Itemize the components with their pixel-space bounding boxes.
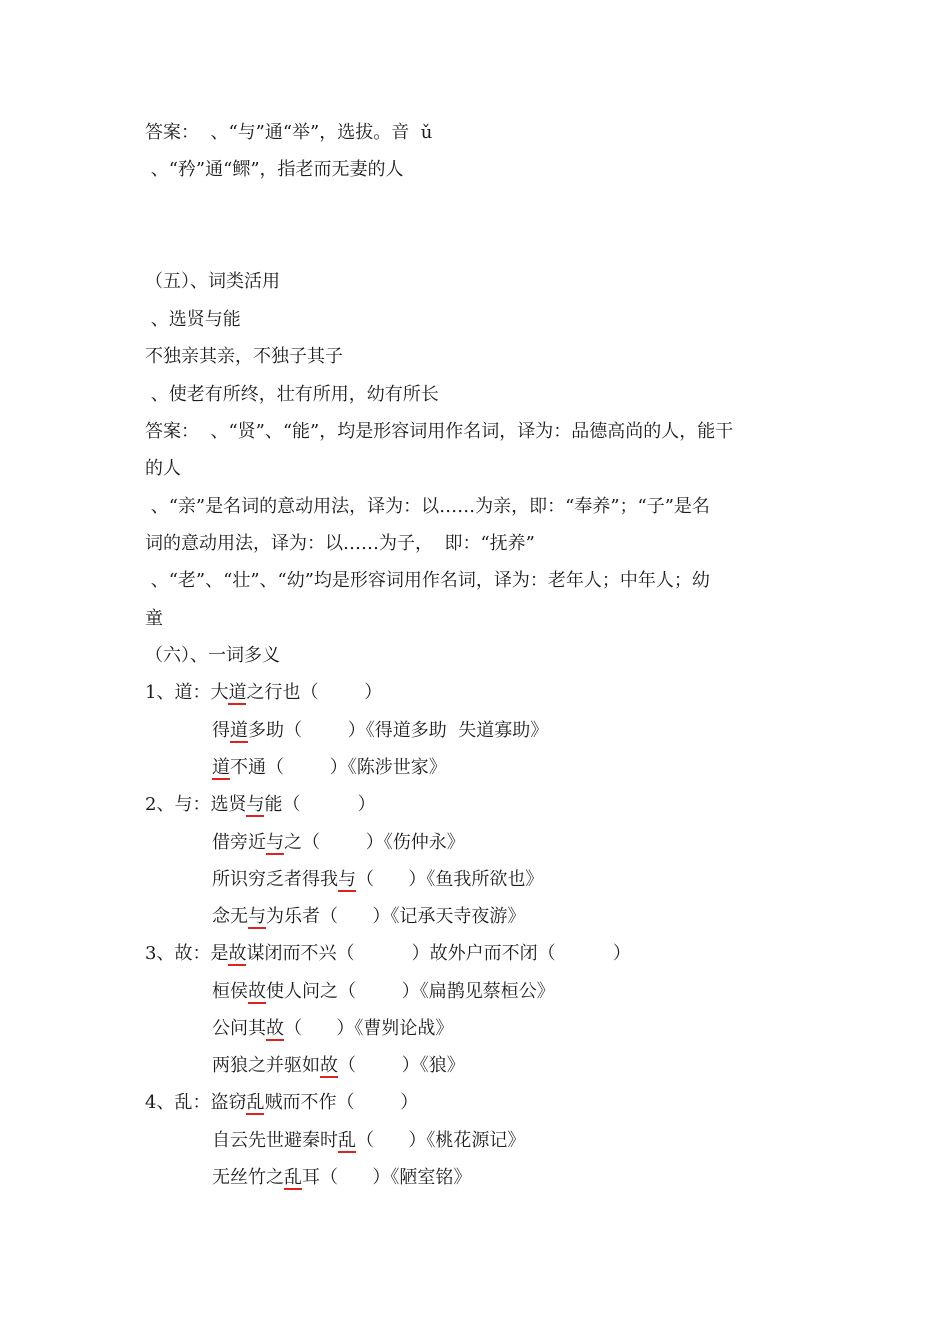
word-gu-row-1 <box>145 942 631 966</box>
section5-answer-a-cont: 的人 <box>145 458 181 479</box>
example-post: 耳（ ）《陋室铭》 <box>302 1167 472 1188</box>
target-word: 故 <box>248 981 266 1002</box>
target-word: 道 <box>228 682 247 703</box>
example-post: 不通（ ）《陈涉世家》 <box>230 757 447 778</box>
example-post: 谋闭而不兴（ ）故外户而不闭（ ） <box>246 943 631 964</box>
target-word: 故 <box>266 1018 284 1039</box>
word-luan-row-2 <box>212 1129 525 1153</box>
word-dao-row-1 <box>145 681 382 705</box>
section-title-yiciduoyi: （六）、一词多义 <box>145 645 280 666</box>
example-pre: 自云先世避秦时 <box>212 1130 338 1151</box>
answer-line-tongjia-1: 答案： 、“与”通“举”，选拔。音 ǔ <box>145 122 433 143</box>
section5-answer-a: 答案： 、“贤”、“能”，均是形容词用作名词，译为：品德高尚的人，能干 <box>145 421 734 442</box>
target-word: 乱 <box>246 1092 265 1113</box>
example-post: （ ）《鱼我所欲也》 <box>356 869 544 890</box>
word-dao-row-3 <box>212 756 447 780</box>
target-word: 与 <box>266 832 284 853</box>
section5-item-3: 、使老有所终，壮有所用，幼有所长 <box>145 384 439 405</box>
example-post: 之行也（ ） <box>246 682 383 703</box>
example-pre: 念无 <box>212 906 248 927</box>
word-yu-row-1 <box>145 793 376 817</box>
example-post: 能（ ） <box>264 794 376 815</box>
example-pre: 是 <box>210 943 229 964</box>
word-gu-row-2 <box>212 980 555 1004</box>
target-word: 乱 <box>338 1130 356 1151</box>
target-word: 与 <box>248 906 266 927</box>
example-pre: 所识穷乏者得我 <box>212 869 338 890</box>
target-word: 故 <box>320 1055 338 1076</box>
example-pre: 得 <box>212 720 230 741</box>
example-post: 使人问之（ ）《扁鹊见蔡桓公》 <box>266 981 555 1002</box>
word-head-yu: 2、与： <box>145 794 211 815</box>
section5-item-2: 不独亲其亲，不独子其子 <box>145 346 343 367</box>
word-gu-row-3 <box>212 1017 453 1041</box>
example-post: （ ）《曹刿论战》 <box>284 1018 454 1039</box>
target-word: 与 <box>338 869 356 890</box>
word-yu-row-2 <box>212 831 465 855</box>
example-post: 贼而不作（ ） <box>264 1092 419 1113</box>
target-word: 道 <box>230 720 248 741</box>
word-head-luan: 4、乱： <box>145 1092 211 1113</box>
target-word: 与 <box>246 794 265 815</box>
example-pre: 借旁近 <box>212 832 266 853</box>
word-gu-row-4 <box>212 1054 465 1078</box>
answer-line-tongjia-2: 、“矜”通“鳏”，指老而无妻的人 <box>145 159 404 180</box>
section-title-cilei: （五）、词类活用 <box>145 271 280 292</box>
section5-answer-b: 、“亲”是名词的意动用法，译为：以……为亲，即：“奉养”；“子”是名 <box>145 496 710 517</box>
example-post: （ ）《狼》 <box>338 1055 465 1076</box>
word-dao-row-2 <box>212 719 548 743</box>
example-pre: 桓侯 <box>212 981 248 1002</box>
example-pre: 盗窃 <box>210 1092 247 1113</box>
section5-answer-c: 、“老”、“壮”、“幼”均是形容词用作名词，译为：老年人；中年人；幼 <box>145 570 710 591</box>
example-pre: 两狼之并驱如 <box>212 1055 320 1076</box>
word-yu-row-4 <box>212 905 525 929</box>
section5-answer-c-cont: 童 <box>145 608 163 629</box>
example-post: 之（ ）《伤仲永》 <box>284 832 465 853</box>
target-word: 故 <box>228 943 247 964</box>
example-pre: 无丝竹之 <box>212 1167 284 1188</box>
word-yu-row-3 <box>212 868 543 892</box>
word-luan-row-3 <box>212 1166 471 1190</box>
example-post: （ ）《桃花源记》 <box>356 1130 526 1151</box>
target-word: 乱 <box>284 1167 302 1188</box>
example-post: 多助（ ）《得道多助 失道寡助》 <box>248 720 549 741</box>
section5-answer-b-cont: 词的意动用法，译为：以……为子， 即：“抚养” <box>145 533 535 554</box>
target-word: 道 <box>212 757 230 778</box>
example-pre: 公问其 <box>212 1018 266 1039</box>
section5-item-1: 、选贤与能 <box>145 309 241 330</box>
word-head-dao: 1、道： <box>145 682 211 703</box>
example-post: 为乐者（ ）《记承天寺夜游》 <box>266 906 526 927</box>
example-pre: 大 <box>210 682 229 703</box>
example-pre: 选贤 <box>210 794 247 815</box>
word-luan-row-1 <box>145 1091 418 1115</box>
word-head-gu: 3、故： <box>145 943 211 964</box>
